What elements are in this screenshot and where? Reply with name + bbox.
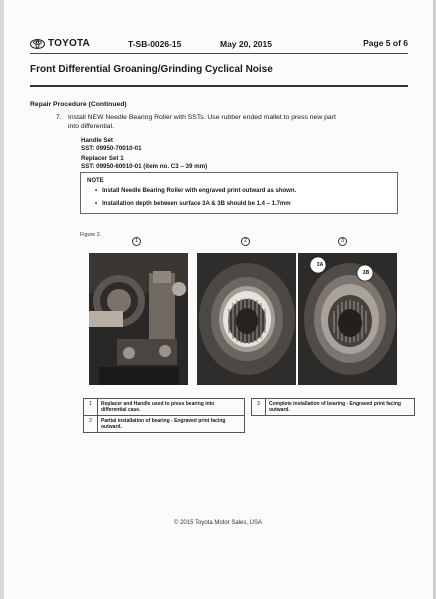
toyota-logo-icon xyxy=(30,39,45,49)
table-row xyxy=(84,416,245,433)
caption-table-3 xyxy=(251,398,415,416)
caption-text: Replacer and Handle used to press bearing into differential case. xyxy=(98,399,245,416)
callout-3b: 3B xyxy=(362,270,370,276)
brand-name: TOYOTA xyxy=(48,38,90,49)
photo-complete-install xyxy=(298,253,397,385)
figure-number-2: 2 xyxy=(241,237,250,246)
step-number: 7. xyxy=(56,114,62,121)
caption-number: 3 xyxy=(252,399,266,416)
note-item-text: Install Needle Bearing Roller with engraved print outward as shown. xyxy=(102,188,297,194)
handle-set-sst: SST: 09950-70010-01 xyxy=(81,145,142,152)
caption-text: Complete installation of bearing - Engraved print facing outward. xyxy=(266,399,415,416)
handle-set-title: Handle Set xyxy=(81,137,113,144)
figure-number-3: 3 xyxy=(338,237,347,246)
caption-table xyxy=(83,398,245,433)
page-title: Front Differential Groaning/Grinding Cyclical Noise xyxy=(30,64,273,75)
photo-partial-install xyxy=(197,253,296,385)
note-item xyxy=(95,201,291,207)
step-text-line-2: into differential. xyxy=(68,122,114,130)
caption-text: Partial installation of bearing - Engraved print facing outward. xyxy=(98,416,245,433)
bulletin-date: May 20, 2015 xyxy=(220,39,272,49)
replacer-set-sst: SST: 09950-60010-01 (item no. C3 – 39 mm) xyxy=(81,163,208,170)
note-item xyxy=(95,188,296,194)
callout-3a: 3A xyxy=(316,262,324,268)
copyright-footer: © 2015 Toyota Motor Sales, USA xyxy=(173,520,263,526)
note-heading: NOTE xyxy=(87,178,104,184)
bulletin-number: T-SB-0026-15 xyxy=(128,39,182,49)
photo-replacer-tool xyxy=(89,253,188,385)
caption-number: 1 xyxy=(84,399,98,416)
page-number: Page 5 of 6 xyxy=(363,38,408,48)
table-row xyxy=(84,399,245,416)
header-rule xyxy=(30,53,408,54)
bullet-icon: • xyxy=(95,201,98,207)
note-item-text: Installation depth between surface 3A & 3B should be 1.4 – 1.7mm xyxy=(102,201,291,207)
title-rule xyxy=(30,85,408,87)
toyota-brand xyxy=(30,38,90,49)
caption-number: 2 xyxy=(84,416,98,433)
table-row xyxy=(252,399,415,416)
figure-label: Figure 2. xyxy=(80,232,102,238)
figure-number-1: 1 xyxy=(132,237,141,246)
section-heading: Repair Procedure (Continued) xyxy=(30,101,127,108)
step-text-line-1: Install NEW Needle Bearing Roller with SSTs. Use rubber ended mallet to press new part xyxy=(68,114,336,121)
bullet-icon: • xyxy=(95,188,98,194)
replacer-set-title: Replacer Set 1 xyxy=(81,155,124,162)
page-header xyxy=(30,38,408,52)
scan-edge-left xyxy=(0,0,4,599)
note-box xyxy=(80,172,398,214)
procedure-step xyxy=(56,114,398,131)
